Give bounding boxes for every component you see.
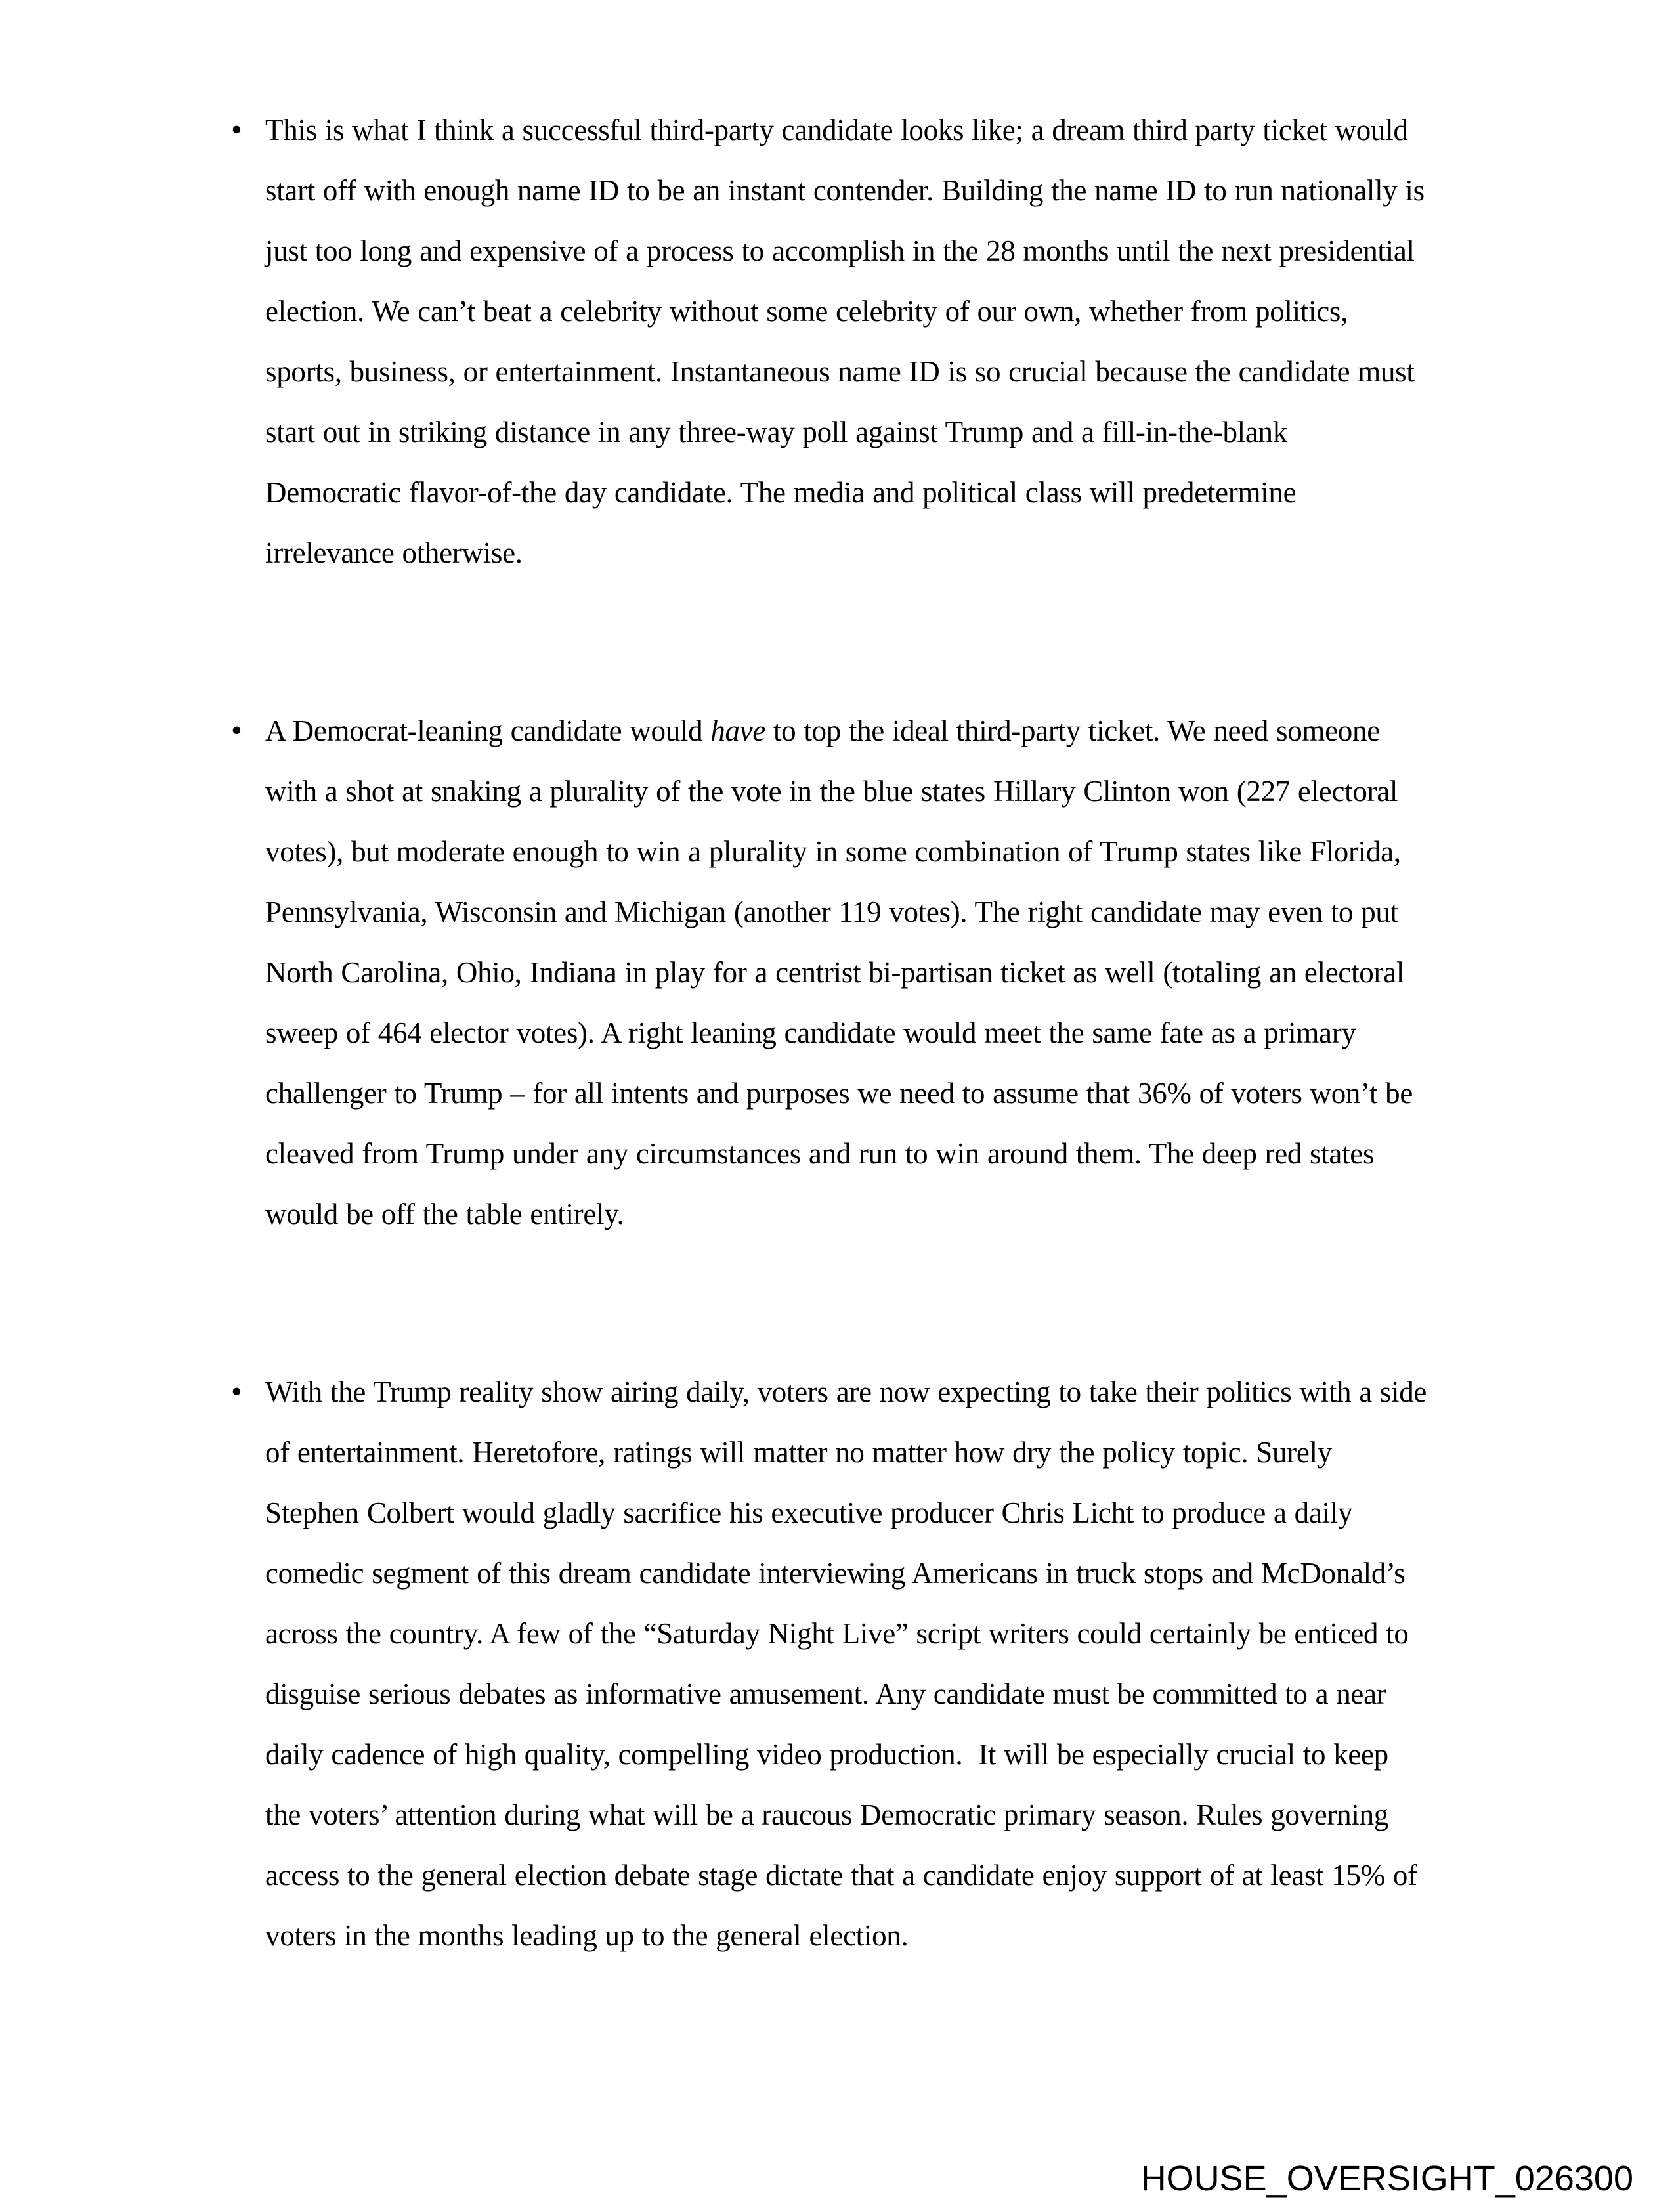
bullet-paragraph-1: This is what I think a successful third-party candidate looks like; a dream third party ticket would start off with enough name ID to be an instant contender. Building the name ID to run nationally is just too long and expensive of a process to accomplish in the 28 months until the next presidential election. We can’t beat a celebrity without some celebrity of our own, whether from politics, sports, business, or entertainment. Instantaneous name ID is so crucial because the candidate must start out in striking distance in any three-way poll against Trump and a fill-in-the-blank Democratic flavor-of-the day candidate. The media and political class will predetermine irrelevance otherwise. (265, 114, 1425, 569)
bullet-marker-icon: • (231, 112, 242, 147)
bullet-paragraph-3: With the Trump reality show airing daily, voters are now expecting to take their politics with a side of entertainment. Heretofore, ratings will matter no matter how dry the policy topic. Surely Stephen Colbert would gladly sacrifice his executive producer Chris Licht to produce a daily comedic segment of this dream candidate interviewing Americans in truck stops and McDonald’s across the country. A few of the “Saturday Night Live” script writers could certainly be enticed to disguise serious debates as informative amusement. Any candidate must be committed to a near daily cadence of high quality, compelling video production. It will be especially crucial to keep the voters’ attention during what will be a raucous Democratic primary season. Rules governing access to the general election debate stage dictate that a candidate enjoy support of at least 15% of voters in the months leading up to the general election. (265, 1376, 1427, 1952)
bullet-item (231, 100, 1623, 583)
bullet-item (231, 701, 1623, 1244)
bullet-list (231, 100, 1623, 2083)
bullet-item (231, 1362, 1623, 1966)
bates-number: HOUSE_OVERSIGHT_026300 (1140, 2159, 1633, 2198)
bullet-paragraph-2: A Democrat-leaning candidate would have to top the ideal third-party ticket. We need someone with a shot at snaking a plurality of the vote in the blue states Hillary Clinton won (227 electoral votes), but moderate enough to win a plurality in some combination of Trump states like Florida, Pennsylvania, Wisconsin and Michigan (another 119 votes). The right candidate may even to put North Carolina, Ohio, Indiana in play for a centrist bi-partisan ticket as well (totaling an electoral sweep of 464 elector votes). A right leaning candidate would meet the same fate as a primary challenger to Trump – for all intents and purposes we need to assume that 36% of voters won’t be cleaved from Trump under any circumstances and run to win around them. The deep red states would be off the table entirely. (265, 714, 1413, 1230)
bullet-marker-icon: • (231, 1374, 242, 1409)
bullet-marker-icon: • (231, 713, 242, 748)
